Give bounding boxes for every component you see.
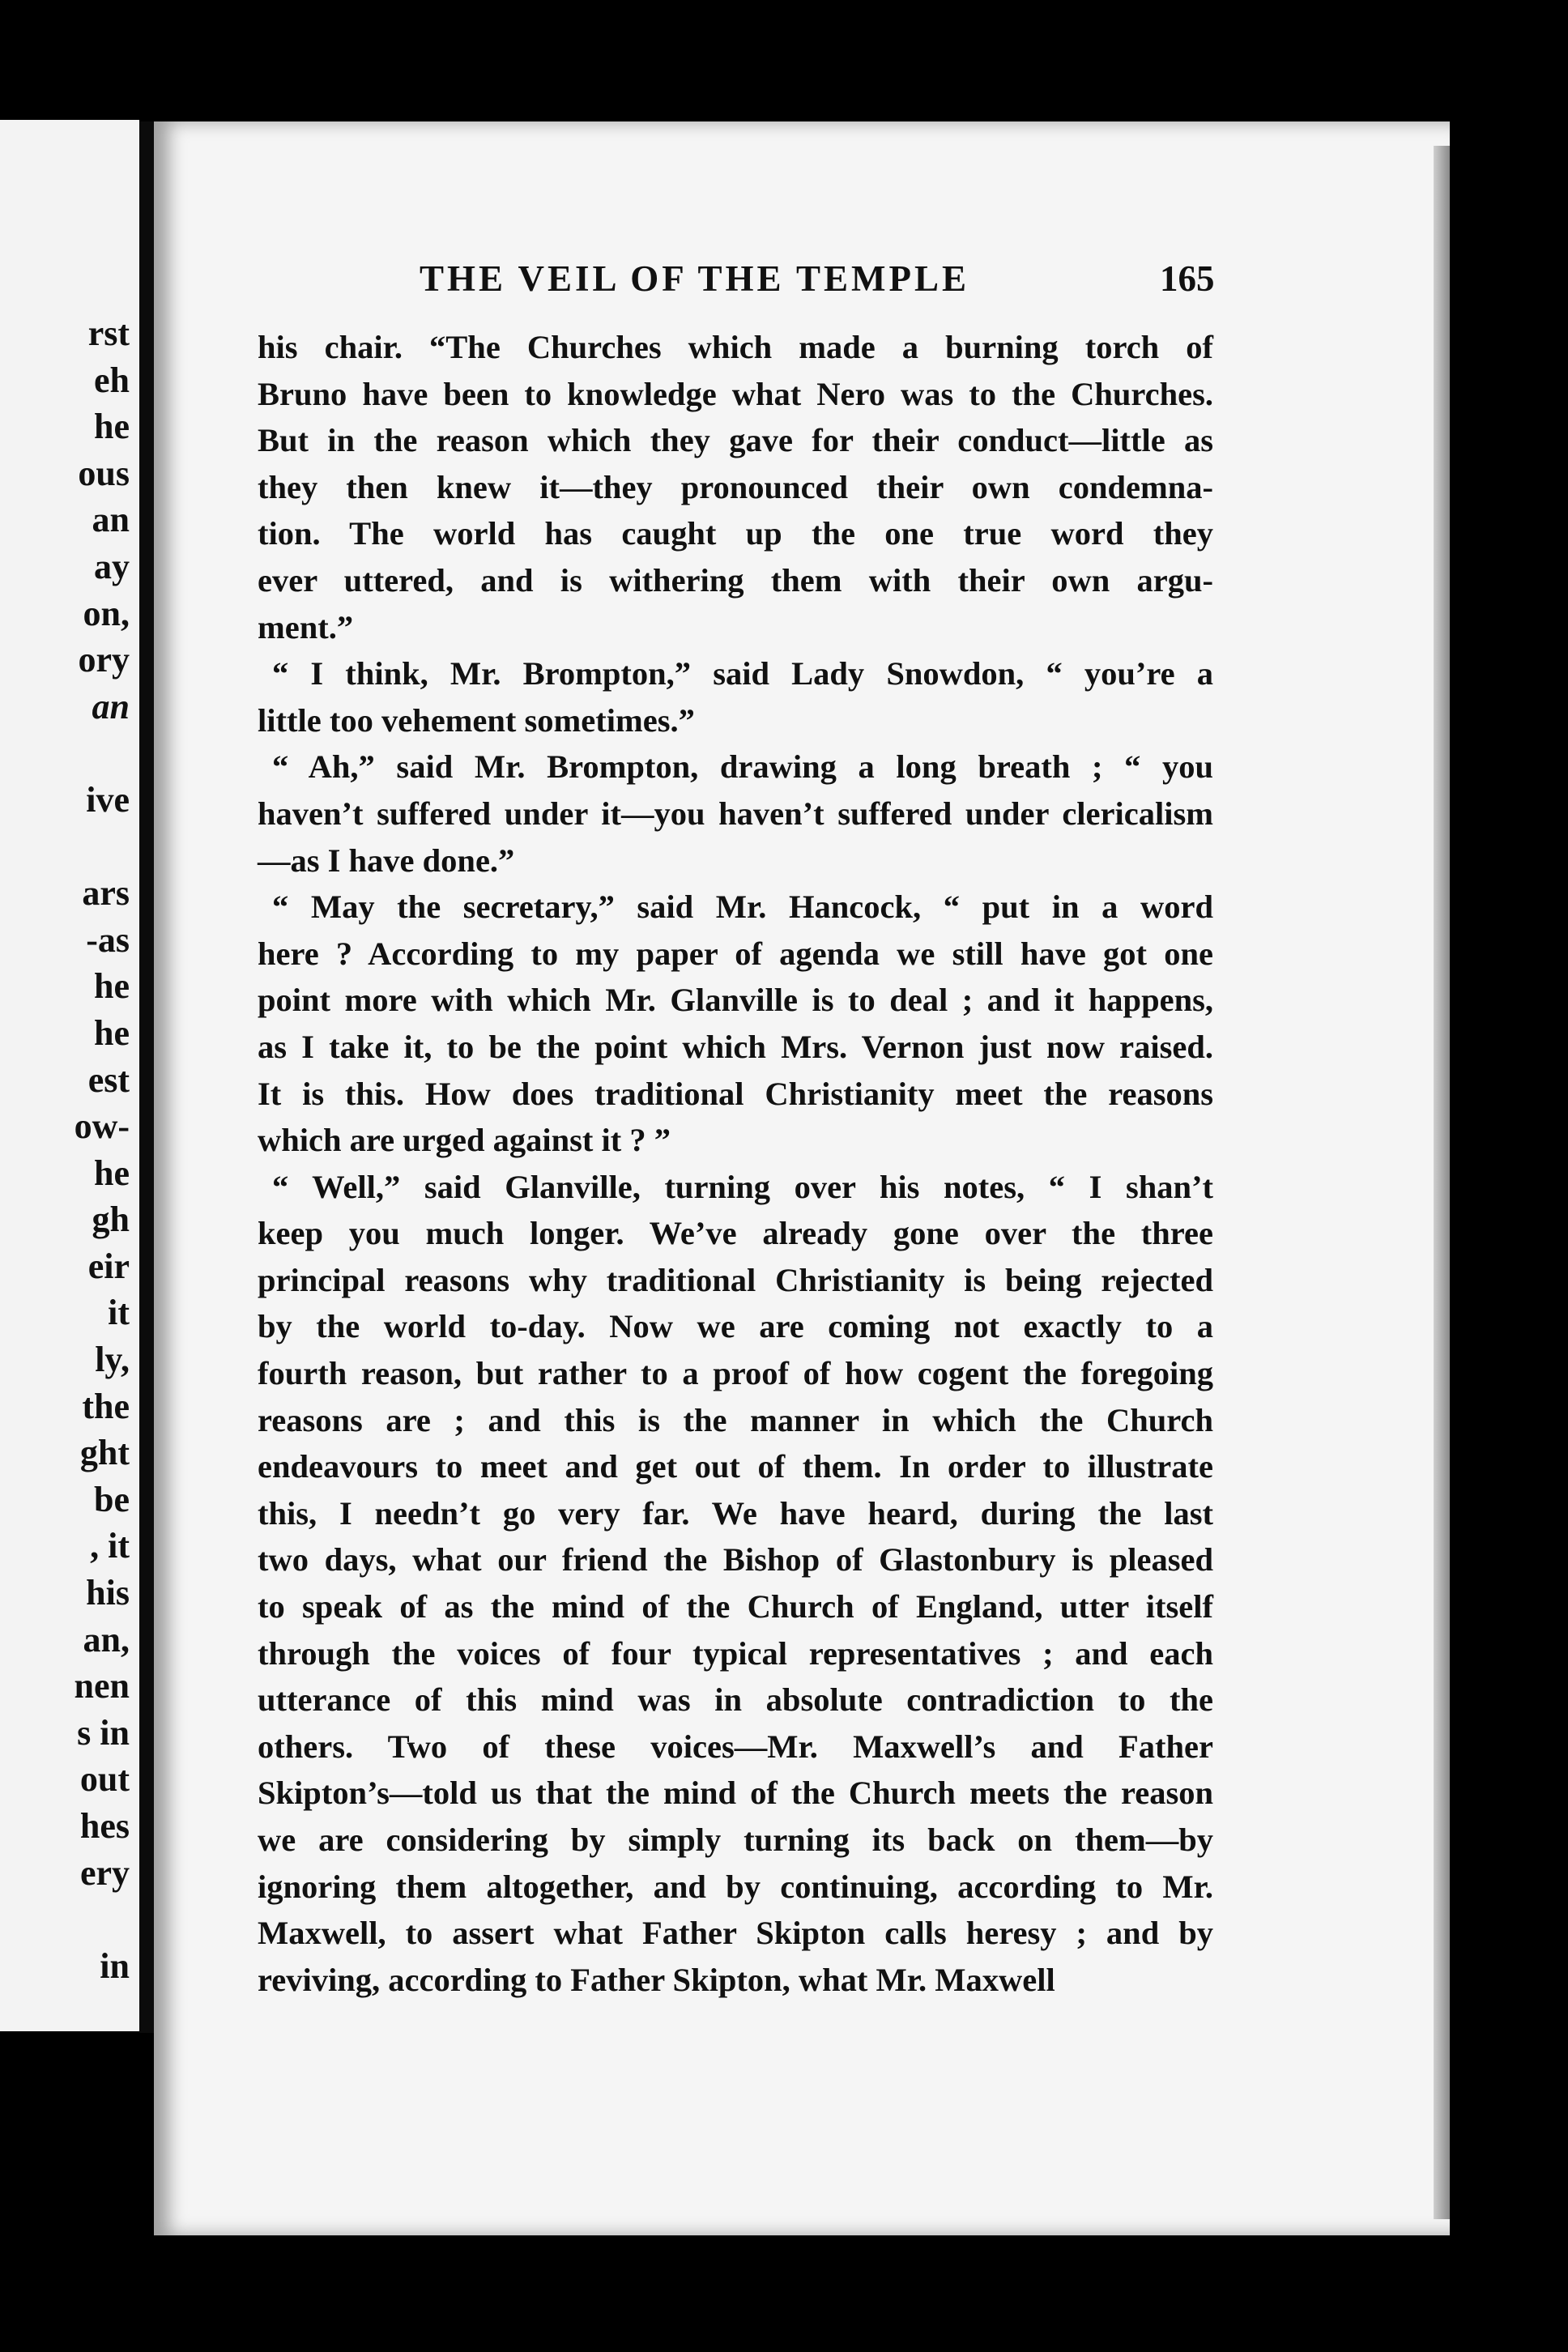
text-line: haven’t suffered under it—you haven’t suffered under clericalism <box>258 795 1213 832</box>
text-line: little too vehement sometimes.” <box>258 701 695 739</box>
page-number: 165 <box>1160 258 1215 299</box>
left-page-fragment: on, <box>83 593 130 633</box>
text-line: reviving, according to Father Skipton, what Mr. Maxwell <box>258 1961 1055 1998</box>
left-page-fragment <box>0 824 130 871</box>
left-page-fragment <box>0 730 130 777</box>
left-page-fragment: ous <box>78 453 130 493</box>
left-page-fragment: nen <box>74 1666 130 1706</box>
left-page-fragment: he <box>94 1153 130 1193</box>
left-page-fragment: ive <box>86 779 130 820</box>
left-page-fragment: ery <box>79 1852 130 1893</box>
left-page-fragment: it <box>108 1293 130 1333</box>
left-page-fragment: ly, <box>95 1340 130 1380</box>
text-line: which are urged against it ? ” <box>258 1122 671 1159</box>
left-page-fragment: ow- <box>74 1106 130 1147</box>
left-page-fragment: est <box>87 1059 130 1100</box>
text-line: to speak of as the mind of the Church of England, utter itself <box>258 1588 1213 1626</box>
text-line: “ Ah,” said Mr. Brompton, drawing a long breath ; “ you <box>272 748 1213 786</box>
running-head <box>0 258 1568 306</box>
text-line: Bruno have been to knowledge what Nero was to the Churches. <box>258 375 1213 412</box>
text-line: It is this. How does traditional Christianity meet the reasons <box>258 1075 1213 1112</box>
left-page-fragment: he <box>94 1012 130 1053</box>
left-page-fragment: ght <box>79 1433 130 1473</box>
left-page-fragment: in <box>100 1945 130 1986</box>
left-page-fragment <box>0 1896 130 1943</box>
right-page-edge <box>1434 146 1450 2219</box>
text-line: utterance of this mind was in absolute contradiction to the <box>258 1681 1213 1719</box>
text-line: by the world to-day. Now we are coming not exactly to a <box>258 1308 1213 1345</box>
text-line: through the voices of four typical representatives ; and each <box>258 1634 1213 1672</box>
text-line: point more with which Mr. Glanville is to deal ; and it happens, <box>258 982 1213 1019</box>
text-line: his chair. “The Churches which made a burning torch of <box>258 329 1213 365</box>
left-page-fragment: the <box>82 1386 130 1426</box>
left-page-fragment: ay <box>94 546 130 586</box>
left-page-fragment: an <box>92 686 130 726</box>
left-page-edge <box>0 120 139 2031</box>
left-page-fragment: s in <box>77 1712 130 1753</box>
text-line: But in the reason which they gave for their conduct—little as <box>258 422 1213 459</box>
left-page-fragment: he <box>94 407 130 447</box>
text-line: we are considering by simply turning its back on them—by <box>258 1822 1213 1858</box>
left-page-fragment: he <box>94 966 130 1007</box>
left-page-fragment: out <box>79 1759 130 1800</box>
text-line: ment.” <box>258 608 354 646</box>
text-line: fourth reason, but rather to a proof of how cogent the foregoing <box>258 1355 1213 1392</box>
left-page-fragment: an, <box>83 1619 130 1660</box>
text-line: endeavours to meet and get out of them. In order to illustrate <box>258 1448 1213 1485</box>
text-line: Maxwell, to assert what Father Skipton calls heresy ; and by <box>258 1915 1213 1952</box>
left-page-fragment: , it <box>90 1526 130 1566</box>
left-page-fragment: eh <box>94 360 130 400</box>
text-line: —as I have done.” <box>258 842 515 879</box>
left-page-fragment: hes <box>79 1806 130 1846</box>
text-line: tion. The world has caught up the one true word they <box>258 515 1213 552</box>
text-line: “ I think, Mr. Brompton,” said Lady Snowdon, “ you’re a <box>272 655 1213 692</box>
text-line: ignoring them altogether, and by continuing, according to Mr. <box>258 1868 1213 1905</box>
left-page-fragment: rst <box>87 313 130 353</box>
left-page-fragment: ars <box>82 873 130 914</box>
text-line: reasons are ; and this is the manner in which the Church <box>258 1401 1213 1438</box>
text-line: as I take it, to be the point which Mrs. Vernon just now raised. <box>258 1028 1213 1065</box>
left-page-fragment: his <box>86 1573 130 1613</box>
left-page-fragment: -as <box>86 919 130 960</box>
text-line: others. Two of these voices—Mr. Maxwell’s and Father <box>258 1728 1213 1765</box>
text-line: they then knew it—they pronounced their own condemna- <box>258 468 1213 505</box>
left-page-fragment: an <box>92 500 130 540</box>
text-line: this, I needn’t go very far. We have heard, during the last <box>258 1494 1213 1532</box>
left-page-text-fragments <box>0 310 130 1989</box>
text-line: principal reasons why traditional Christianity is being rejected <box>258 1261 1213 1298</box>
left-page-fragment: gh <box>92 1199 130 1240</box>
running-title: THE VEIL OF THE TEMPLE <box>420 258 970 299</box>
text-line: keep you much longer. We’ve already gone over the three <box>258 1215 1213 1252</box>
text-line: ever uttered, and is withering them with their own argu- <box>258 561 1213 599</box>
text-line: “ May the secretary,” said Mr. Hancock, “ put in a word <box>272 888 1213 926</box>
left-page-fragment: be <box>94 1479 130 1519</box>
left-page-fragment: eir <box>87 1246 130 1286</box>
text-line: “ Well,” said Glanville, turning over his notes, “ I shan’t <box>272 1168 1213 1205</box>
text-line: two days, what our friend the Bishop of Glastonbury is pleased <box>258 1541 1213 1579</box>
body-text <box>258 324 1213 2003</box>
left-page-fragment: ory <box>78 640 130 680</box>
text-line: here ? According to my paper of agenda we still have got one <box>258 935 1213 972</box>
text-line: Skipton’s—told us that the mind of the Church meets the reason <box>258 1775 1213 1812</box>
